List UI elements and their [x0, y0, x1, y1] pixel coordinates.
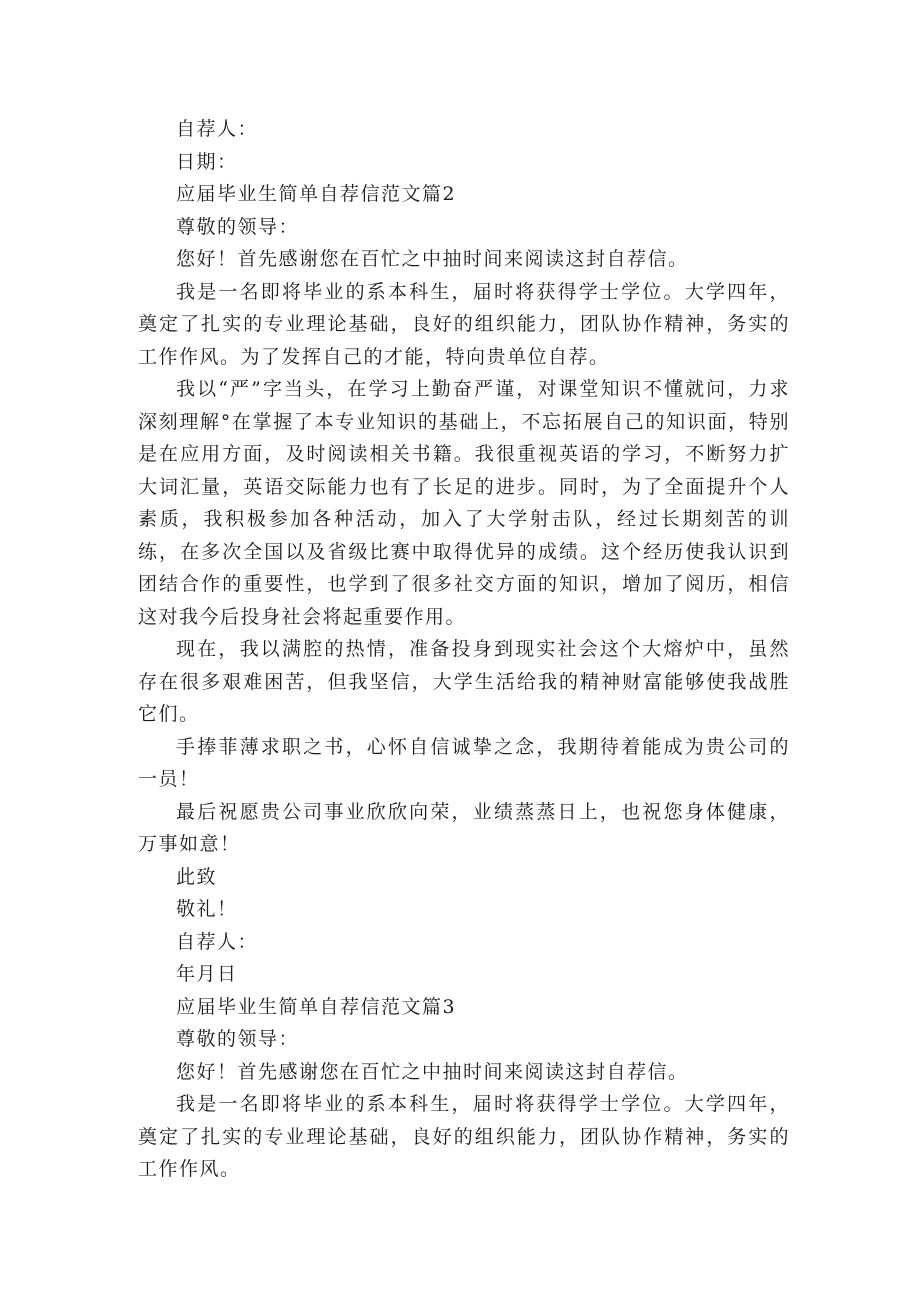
section-title-2: 应届毕业生简单自荐信范文篇2: [176, 183, 457, 205]
signature-label: 自荐人：: [176, 118, 259, 140]
signature-label: 自荐人：: [176, 930, 259, 953]
body-paragraph: 现在，我以满腔的热情，准备投身到现实社会这个大熔炉中，虽然存在很多艰难困苦，但我坚信，大学生活给我的精神财富能够使我战胜它们。: [138, 638, 790, 725]
closing-regards: 敬礼！: [176, 898, 238, 920]
body-paragraph: 最后祝愿贵公司事业欣欣向荣，业绩蒸蒸日上，也祝您身体健康，万事如意！: [138, 800, 790, 855]
date-label: 日期：: [176, 150, 238, 173]
body-paragraph: 我是一名即将毕业的系本科生，届时将获得学士学位。大学四年，奠定了扎实的专业理论基础，良好的组织能力，团队协作精神，务实的工作作风。为了发挥自己的才能，特向贵单位自荐。: [138, 280, 790, 368]
greeting: 您好！首先感谢您在百忙之中抽时间来阅读这封自荐信。: [176, 1060, 689, 1083]
greeting: 您好！首先感谢您在百忙之中抽时间来阅读这封自荐信。: [176, 248, 689, 270]
date-label: 年月日: [176, 963, 238, 985]
body-paragraph: 我以“严”字当头，在学习上勤奋严谨，对课堂知识不懂就问，力求深刻理解°在掌握了本专业知识的基础上，不忘拓展自己的知识面，特别是在应用方面，及时阅读相关书籍。我很重视英语的学习，不断努力扩大词汇量，英语交际能力也有了长足的进步。同时，为了全面提升个人素质，我积极参加各种活动，加入了大学射击队，经过长期刻苦的训练，在多次全国以及省级比赛中取得优异的成绩。这个经历使我认识到团结合作的重要性，也学到了很多社交方面的知识，增加了阅历，相信这对我今后投身社会将起重要作用。: [138, 378, 790, 628]
document-body: [138, 113, 790, 1186]
body-paragraph: 手捧菲薄求职之书，心怀自信诚挚之念，我期待着能成为贵公司的一员！: [138, 735, 790, 790]
closing-line: 此致: [176, 865, 218, 888]
section-title-3: 应届毕业生简单自荐信范文篇3: [176, 995, 457, 1018]
body-paragraph: 我是一名即将毕业的系本科生，届时将获得学士学位。大学四年，奠定了扎实的专业理论基础，良好的组织能力，团队协作精神，务实的工作作风。: [138, 1093, 790, 1180]
salutation: 尊敬的领导：: [176, 1028, 300, 1050]
salutation: 尊敬的领导：: [176, 215, 300, 238]
